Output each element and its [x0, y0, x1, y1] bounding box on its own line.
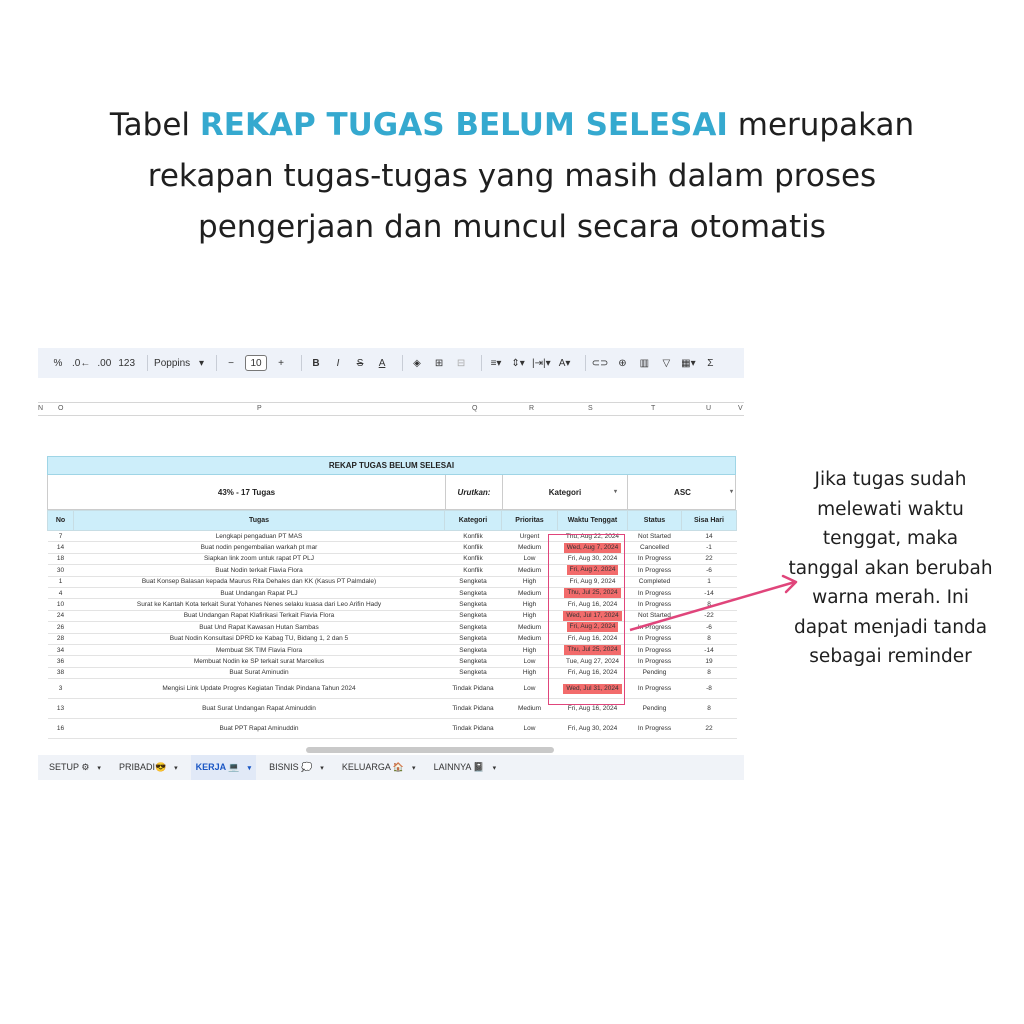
- row-number: 18: [48, 553, 74, 564]
- days-remaining: 8: [682, 599, 737, 610]
- annotation-note: Jika tugas sudah melewati waktu tenggat, maka tanggal akan berubah warna merah. Ini dapat menjadi tanda sebagai reminder: [788, 469, 993, 667]
- bold-button[interactable]: B: [312, 357, 320, 369]
- overdue-deadline: Fri, Aug 2, 2024: [567, 622, 619, 632]
- task-priority: Low: [502, 553, 558, 564]
- sort-order-value: ASC: [674, 488, 691, 497]
- row-number: 36: [48, 656, 74, 667]
- sort-by-dropdown[interactable]: [502, 475, 627, 510]
- task-priority: Low: [502, 656, 558, 667]
- task-category: Konflik: [445, 553, 502, 564]
- overdue-deadline: Wed, Aug 7, 2024: [564, 543, 622, 553]
- task-priority: Low: [502, 719, 558, 739]
- task-deadline: Tue, Aug 27, 2024: [558, 656, 628, 667]
- task-status: Not Started: [628, 531, 682, 542]
- table-header-row: [48, 511, 737, 531]
- task-priority: Medium: [502, 699, 558, 719]
- column-header[interactable]: U: [706, 405, 712, 412]
- days-remaining: 22: [682, 553, 737, 564]
- sort-by-value: Kategori: [548, 488, 582, 497]
- overdue-deadline: Wed, Jul 31, 2024: [563, 684, 621, 694]
- chevron-down-icon[interactable]: ▾: [174, 764, 178, 772]
- sheet-tab[interactable]: [114, 755, 183, 780]
- task-category: Tindak Pidana: [445, 719, 502, 739]
- overdue-deadline: Thu, Jul 25, 2024: [564, 588, 620, 598]
- sheet-tab-label: PRIBADI😎: [118, 762, 167, 772]
- task-name: Surat ke Kantah Kota terkait Surat Yohanes Nenes selaku kuasa dari Leo Arifin Hady: [74, 599, 445, 610]
- sort-order-dropdown[interactable]: [627, 475, 737, 510]
- table-row[interactable]: [48, 622, 737, 633]
- font-name: Poppins: [154, 357, 191, 369]
- task-deadline: Thu, Aug 22, 2024: [558, 531, 628, 542]
- task-name: Buat Surat Undangan Rapat Aminuddin: [74, 699, 445, 719]
- task-priority: Medium: [502, 633, 558, 644]
- column-header[interactable]: T: [651, 405, 656, 412]
- wrap-icon[interactable]: |⇥|▾: [532, 357, 551, 369]
- task-name: Buat PPT Rapat Aminuddin: [74, 719, 445, 739]
- task-category: Konflik: [445, 531, 502, 542]
- chevron-down-icon: ▾: [729, 489, 733, 495]
- task-name: Buat Nodin Konsultasi DPRD ke Kabag TU, Bidang 1, 2 dan 5: [74, 633, 445, 644]
- headline: [60, 100, 964, 253]
- task-status: Cancelled: [628, 542, 682, 553]
- task-name: Lengkapi pengaduan PT MAS: [74, 531, 445, 542]
- overdue-deadline: Wed, Jul 17, 2024: [563, 611, 621, 621]
- task-name: Buat Undangan Rapat Klafirikasi Terkait Flavia Flora: [74, 610, 445, 621]
- comment-icon[interactable]: ⊕: [618, 357, 627, 369]
- task-table: [47, 510, 737, 739]
- increase-decimal-button[interactable]: .00: [97, 357, 112, 369]
- table-row[interactable]: [48, 679, 737, 699]
- functions-button[interactable]: Σ: [707, 357, 714, 369]
- chevron-down-icon[interactable]: ▾: [97, 764, 101, 772]
- row-number: 1: [48, 576, 74, 587]
- task-name: Buat Nodin terkait Flavia Flora: [74, 565, 445, 576]
- days-remaining: 8: [682, 667, 737, 678]
- task-category: Sengketa: [445, 667, 502, 678]
- table-row[interactable]: [48, 587, 737, 598]
- column-header-cell: Kategori: [445, 511, 502, 531]
- task-priority: Urgent: [502, 531, 558, 542]
- headline-prefix: Tabel: [109, 107, 200, 143]
- sheet-tab[interactable]: [337, 755, 421, 780]
- task-category: Sengketa: [445, 599, 502, 610]
- rekap-title: REKAP TUGAS BELUM SELESAI: [47, 456, 736, 475]
- task-deadline: Fri, Aug 16, 2024: [558, 667, 628, 678]
- days-remaining: -22: [682, 610, 737, 621]
- chevron-down-icon: ▾: [613, 489, 617, 495]
- task-category: Tindak Pidana: [445, 679, 502, 699]
- row-number: 38: [48, 667, 74, 678]
- table-row[interactable]: [48, 531, 737, 542]
- chevron-down-icon[interactable]: ▾: [492, 764, 497, 772]
- task-status: Pending: [628, 667, 682, 678]
- column-headers: [38, 402, 744, 416]
- link-icon[interactable]: ⊂⊃: [591, 357, 609, 369]
- font-size-increase-button[interactable]: +: [278, 357, 284, 369]
- row-number: 28: [48, 633, 74, 644]
- table-row[interactable]: [48, 565, 737, 576]
- merge-icon[interactable]: ⊟: [456, 357, 466, 369]
- task-priority: Medium: [502, 565, 558, 576]
- chevron-down-icon[interactable]: ▾: [412, 764, 416, 772]
- days-remaining: 1: [682, 576, 737, 587]
- chevron-down-icon[interactable]: ▾: [247, 764, 252, 772]
- paint-bucket-icon[interactable]: ◈: [413, 357, 421, 369]
- row-number: 3: [48, 679, 74, 699]
- italic-button[interactable]: I: [336, 357, 340, 369]
- task-deadline: Fri, Aug 30, 2024: [558, 719, 628, 739]
- row-number: 10: [48, 599, 74, 610]
- days-remaining: -6: [682, 565, 737, 576]
- days-remaining: -6: [682, 622, 737, 633]
- chevron-down-icon[interactable]: ▾: [320, 764, 324, 772]
- task-name: Buat Surat Aminudin: [74, 667, 445, 678]
- strikethrough-button[interactable]: S: [356, 357, 364, 369]
- filter-views-icon[interactable]: ▦▾: [681, 357, 696, 369]
- sheet-tab[interactable]: [429, 755, 502, 780]
- task-category: Sengketa: [445, 633, 502, 644]
- table-row[interactable]: [48, 667, 737, 678]
- table-row[interactable]: [48, 699, 737, 719]
- valign-icon[interactable]: ⇕▾: [511, 357, 525, 369]
- toolbar-divider: [147, 355, 148, 371]
- task-name: Membuat Nodin ke SP terkait surat Marcelius: [74, 656, 445, 667]
- table-row[interactable]: [48, 633, 737, 644]
- task-name: Buat nodin pengembalian warkah pt mar: [74, 542, 445, 553]
- column-header[interactable]: O: [58, 405, 64, 412]
- days-remaining: 14: [682, 531, 737, 542]
- row-number: 30: [48, 565, 74, 576]
- table-row[interactable]: [48, 553, 737, 564]
- sort-label: Urutkan:: [445, 475, 502, 510]
- days-remaining: 22: [682, 719, 737, 739]
- sheet-tab-label: BISNIS 💭: [269, 762, 313, 772]
- task-name: Siapkan link zoom untuk rapat PT PLJ: [74, 553, 445, 564]
- toolbar-divider: [301, 355, 302, 371]
- task-name: Buat Konsep Balasan kepada Maurus Rita Dehales dan KK (Kasus PT Palmdale): [74, 576, 445, 587]
- days-remaining: -14: [682, 587, 737, 598]
- task-status: In Progress: [628, 656, 682, 667]
- task-status: In Progress: [628, 599, 682, 610]
- task-status: In Progress: [628, 719, 682, 739]
- headline-highlight: REKAP TUGAS BELUM SELESAI: [199, 107, 728, 143]
- task-deadline: Fri, Aug 16, 2024: [558, 633, 628, 644]
- toolbar-divider: [216, 355, 217, 371]
- sheet-tab[interactable]: [44, 755, 106, 780]
- task-status: Completed: [628, 576, 682, 587]
- days-remaining: -8: [682, 679, 737, 699]
- rekap-table: [47, 456, 736, 739]
- task-deadline: Fri, Aug 16, 2024: [558, 699, 628, 719]
- filter-icon[interactable]: ▽: [662, 357, 671, 369]
- table-row[interactable]: [48, 576, 737, 587]
- toolbar-divider: [402, 355, 403, 371]
- row-number: 4: [48, 587, 74, 598]
- task-status: Not Started: [628, 610, 682, 621]
- rekap-summary: [47, 475, 736, 510]
- spreadsheet-screenshot: [38, 348, 744, 780]
- task-deadline: Fri, Aug 30, 2024: [558, 553, 628, 564]
- row-number: 34: [48, 644, 74, 655]
- task-category: Sengketa: [445, 610, 502, 621]
- font-size-decrease-button[interactable]: −: [228, 357, 234, 369]
- task-status: Pending: [628, 699, 682, 719]
- column-header[interactable]: N: [38, 405, 44, 412]
- task-name: Membuat SK TIM Flavia Flora: [74, 644, 445, 655]
- overdue-deadline: Thu, Jul 25, 2024: [564, 645, 620, 655]
- column-header[interactable]: Q: [472, 405, 478, 412]
- task-priority: Low: [502, 679, 558, 699]
- row-number: 13: [48, 699, 74, 719]
- column-header-cell: Prioritas: [502, 511, 558, 531]
- column-header[interactable]: S: [588, 405, 593, 412]
- column-header-cell: Tugas: [74, 511, 445, 531]
- sheet-tab[interactable]: [191, 755, 256, 780]
- row-number: 7: [48, 531, 74, 542]
- task-status: In Progress: [628, 679, 682, 699]
- column-header[interactable]: V: [738, 405, 743, 412]
- font-size-input[interactable]: 10: [245, 355, 267, 371]
- task-status: In Progress: [628, 622, 682, 633]
- sheet-tabs: [38, 755, 744, 780]
- table-row[interactable]: [48, 656, 737, 667]
- horizontal-scrollbar[interactable]: [306, 747, 554, 753]
- rotate-icon[interactable]: A▾: [558, 357, 571, 369]
- more-formats-button[interactable]: 123: [118, 357, 136, 369]
- decrease-decimal-button[interactable]: .0←: [72, 357, 91, 369]
- task-category: Sengketa: [445, 656, 502, 667]
- table-row[interactable]: [48, 644, 737, 655]
- task-status: In Progress: [628, 633, 682, 644]
- days-remaining: -14: [682, 644, 737, 655]
- column-header-cell: Waktu Tenggat: [558, 511, 628, 531]
- task-name: Buat Und Rapat Kawasan Hutan Sambas: [74, 622, 445, 633]
- row-number: 26: [48, 622, 74, 633]
- task-priority: Medium: [502, 622, 558, 633]
- toolbar-divider: [481, 355, 482, 371]
- toolbar-divider: [585, 355, 586, 371]
- headline-suffix: merupakan rekapan tugas-tugas yang masih dalam proses pengerjaan dan muncul secara otomatis: [147, 107, 915, 245]
- task-deadline: Fri, Aug 9, 2024: [558, 576, 628, 587]
- overdue-deadline: Fri, Aug 2, 2024: [567, 565, 619, 575]
- task-category: Tindak Pidana: [445, 699, 502, 719]
- row-number: 24: [48, 610, 74, 621]
- table-row[interactable]: [48, 610, 737, 621]
- days-remaining: 8: [682, 633, 737, 644]
- sheet-tab-label: KERJA 💻: [195, 762, 240, 772]
- days-remaining: 19: [682, 656, 737, 667]
- sheet-tab-label: SETUP ⚙: [49, 762, 90, 772]
- task-priority: Medium: [502, 587, 558, 598]
- task-priority: Medium: [502, 542, 558, 553]
- table-body: [48, 531, 737, 739]
- align-icon[interactable]: ≡▾: [490, 357, 502, 369]
- borders-icon[interactable]: ⊞: [434, 357, 444, 369]
- column-header[interactable]: R: [529, 405, 535, 412]
- task-priority: High: [502, 599, 558, 610]
- task-category: Sengketa: [445, 576, 502, 587]
- chart-icon[interactable]: ▥: [639, 357, 650, 369]
- task-category: Konflik: [445, 565, 502, 576]
- task-name: Mengisi Link Update Progres Kegiatan Tindak Pindana Tahun 2024: [74, 679, 445, 699]
- task-status: In Progress: [628, 565, 682, 576]
- sheet-tab-label: KELUARGA 🏠: [341, 762, 405, 772]
- task-priority: High: [502, 610, 558, 621]
- column-header-cell: No: [48, 511, 74, 531]
- column-header[interactable]: P: [257, 405, 262, 412]
- table-row[interactable]: [48, 719, 737, 739]
- task-category: Konflik: [445, 542, 502, 553]
- text-color-button[interactable]: A: [378, 357, 386, 369]
- days-remaining: 8: [682, 699, 737, 719]
- task-category: Sengketa: [445, 622, 502, 633]
- task-category: Sengketa: [445, 587, 502, 598]
- column-header-cell: Status: [628, 511, 682, 531]
- task-status: In Progress: [628, 644, 682, 655]
- column-header-cell: Sisa Hari: [682, 511, 737, 531]
- task-deadline: Fri, Aug 16, 2024: [558, 599, 628, 610]
- row-number: 16: [48, 719, 74, 739]
- font-select[interactable]: [154, 353, 204, 373]
- progress-summary: 43% - 17 Tugas: [217, 488, 276, 497]
- percent-format-button[interactable]: %: [53, 357, 63, 369]
- task-category: Sengketa: [445, 644, 502, 655]
- table-row[interactable]: [48, 599, 737, 610]
- task-status: In Progress: [628, 553, 682, 564]
- table-row[interactable]: [48, 542, 737, 553]
- task-status: In Progress: [628, 587, 682, 598]
- task-priority: High: [502, 576, 558, 587]
- chevron-down-icon: ▾: [199, 357, 205, 369]
- task-priority: High: [502, 644, 558, 655]
- sheet-tab[interactable]: [264, 755, 329, 780]
- toolbar: [38, 348, 744, 378]
- task-priority: High: [502, 667, 558, 678]
- days-remaining: -1: [682, 542, 737, 553]
- overdue-highlight-box: [548, 534, 625, 705]
- sheet-tab-label: LAINNYA 📓: [433, 762, 485, 772]
- row-number: 14: [48, 542, 74, 553]
- task-name: Buat Undangan Rapat PLJ: [74, 587, 445, 598]
